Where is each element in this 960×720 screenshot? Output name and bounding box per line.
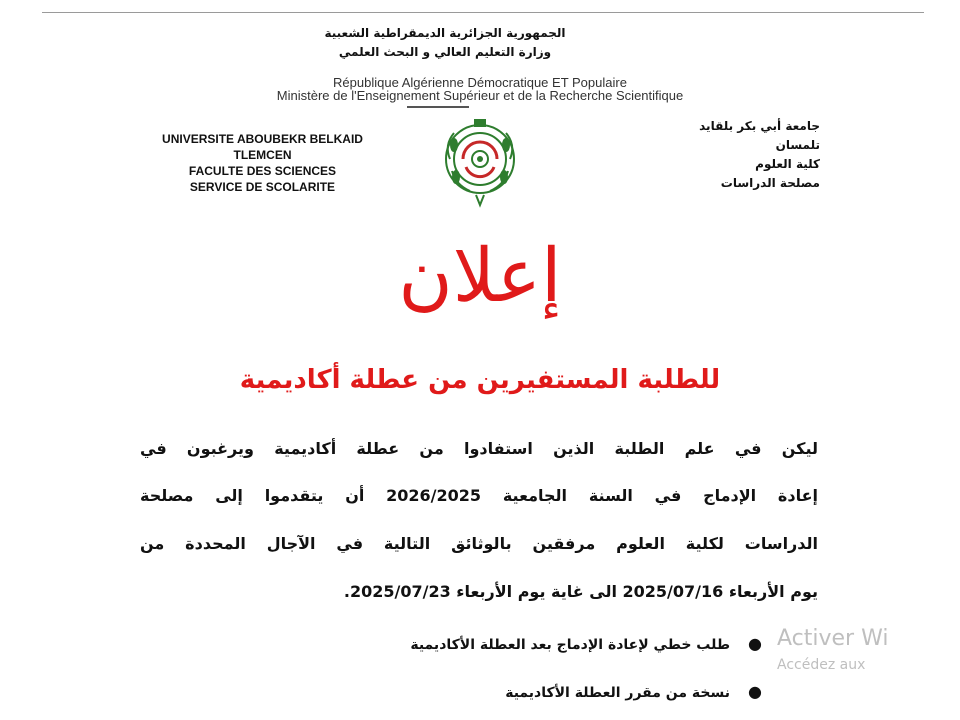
watermark-line-2: Accédez aux	[777, 657, 866, 673]
document-item-text: طلب خطي لإعادة الإدماج بعد العطلة الأكاديمية	[410, 637, 731, 653]
french-ministry-name: Ministère de l'Enseignement Supérieur et de la Recherche Scientifique	[276, 88, 684, 103]
body-line-3: الدراسات لكلية العلوم مرفقين بالوثائق التالية في الآجال المحددة من	[140, 534, 818, 553]
body-line-2: إعادة الإدماج في السنة الجامعية 2026/2025 أن يتقدموا إلى مصلحة	[140, 486, 818, 505]
document-item-text: نسخة من مقرر العطلة الأكاديمية	[505, 685, 731, 701]
university-name-ar: جامعة أبي بكر بلقايد	[699, 119, 820, 133]
university-name-fr: UNIVERSITE ABOUBEKR BELKAID	[162, 132, 363, 146]
top-divider	[42, 12, 924, 13]
arabic-government-header	[250, 24, 640, 62]
announcement-subtitle: للطلبة المستفيرين من عطلة أكاديمية	[239, 365, 721, 395]
french-government-header	[180, 76, 780, 102]
arabic-ministry-name: وزارة التعليم العالي و البحث العلمي	[338, 45, 552, 59]
bullet-icon: ●	[748, 682, 762, 701]
arabic-republic-name: الجمهورية الجزائرية الديمقراطية الشعبية	[324, 26, 566, 40]
announcement-title: إعلان	[398, 233, 562, 319]
list-item	[242, 633, 762, 656]
body-line-1: ليكن في علم الطلبة الذين استفادوا من عطلة أكاديمية ويرغبون في	[140, 439, 818, 458]
service-name-fr: SERVICE DE SCOLARITE	[189, 180, 336, 194]
body-line-4: يوم الأربعاء 2025/07/16 الى غاية يوم الأربعاء 2025/07/23.	[343, 582, 818, 601]
watermark-line-1: Activer Wi	[777, 626, 889, 651]
service-name-ar: مصلحة الدراسات	[720, 176, 820, 190]
city-name-ar: تلمسان	[775, 138, 820, 152]
faculty-name-ar: كلية العلوم	[755, 157, 820, 171]
list-item	[242, 681, 762, 704]
header-underline	[407, 106, 469, 108]
university-emblem-icon	[430, 115, 530, 211]
french-institution-block	[120, 131, 405, 195]
french-republic-name: République Algérienne Démocratique ET Populaire	[333, 75, 627, 90]
bullet-icon: ●	[748, 634, 762, 653]
windows-activation-watermark	[777, 625, 960, 685]
city-name-fr: TLEMCEN	[233, 148, 292, 162]
arabic-institution-block	[640, 117, 820, 193]
faculty-name-fr: FACULTE DES SCIENCES	[188, 164, 337, 178]
